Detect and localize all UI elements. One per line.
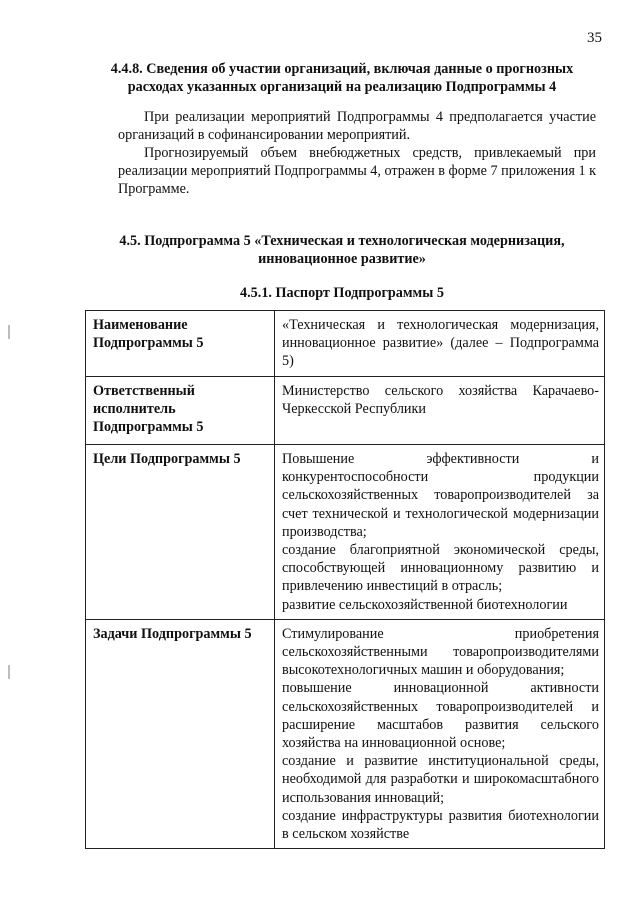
table-row <box>86 445 605 620</box>
row-value-goals <box>275 445 605 620</box>
scan-margin-mark <box>8 325 10 339</box>
row-value-name <box>275 311 605 377</box>
row-label-name: Наименование Подпрограммы 5 <box>86 311 275 377</box>
value-line: Министерство сельского хозяйства Карачаево-Черкесской Республики <box>282 383 599 418</box>
row-value-executor <box>275 377 605 445</box>
value-line: повышение инновационной активности сельскохозяйственных товаропроизводителей и расширение масштабов развития сельского хозяйства на инновационной основе; <box>282 680 599 752</box>
passport-table <box>85 310 605 849</box>
section-heading-4-5: 4.5. Подпрограмма 5 «Техническая и технологическая модернизация, инновационное развитие» <box>119 233 565 267</box>
row-label-goals: Цели Подпрограммы 5 <box>86 445 275 620</box>
table-row <box>86 619 605 848</box>
table-row <box>86 377 605 445</box>
scan-margin-mark <box>8 665 10 679</box>
row-label-tasks: Задачи Подпрограммы 5 <box>86 619 275 848</box>
value-line: создание и развитие институциональной среды, необходимой для разработки и широкомасштабного использования инноваций; <box>282 753 599 806</box>
value-line: создание инфраструктуры развития биотехнологии в сельском хозяйстве <box>282 807 599 843</box>
row-label-executor: Ответственный исполнитель Подпрограммы 5 <box>86 377 275 445</box>
passport-title: 4.5.1. Паспорт Подпрограммы 5 <box>240 285 444 301</box>
paragraph-cofinancing: При реализации мероприятий Подпрограммы 4 предполагается участие организаций в софинансировании мероприятий. <box>118 109 596 144</box>
value-line: развитие сельскохозяйственной биотехнологии <box>282 596 568 613</box>
section-heading-4-4-8: 4.4.8. Сведения об участии организаций, включая данные о прогнозных расходах указанных организаций на реализацию Подпрограммы 4 <box>110 61 574 95</box>
row-value-tasks <box>275 619 605 848</box>
value-line: «Техническая и технологическая модернизация, инновационное развитие» (далее – Подпрограмма 5) <box>282 317 599 370</box>
paragraph-extrabudgetary: Прогнозируемый объем внебюджетных средств, привлекаемый при реализации мероприятий Подпрограммы 4, отражен в форме 7 приложения 1 к Программе. <box>118 145 596 198</box>
value-line: Повышение эффективности и конкурентоспособности продукции сельскохозяйственных товаропроизводителей за счет технической и технологической модернизации производства; <box>282 451 599 540</box>
value-line: Стимулирование приобретения сельскохозяйственными товаропроизводителями высокотехнологичных машин и оборудования; <box>282 625 599 679</box>
page-number: 35 <box>587 30 602 46</box>
table-row <box>86 311 605 377</box>
value-line: создание благоприятной экономической среды, способствующей инновационному развитию и привлечению инвестиций в отрасль; <box>282 542 599 595</box>
